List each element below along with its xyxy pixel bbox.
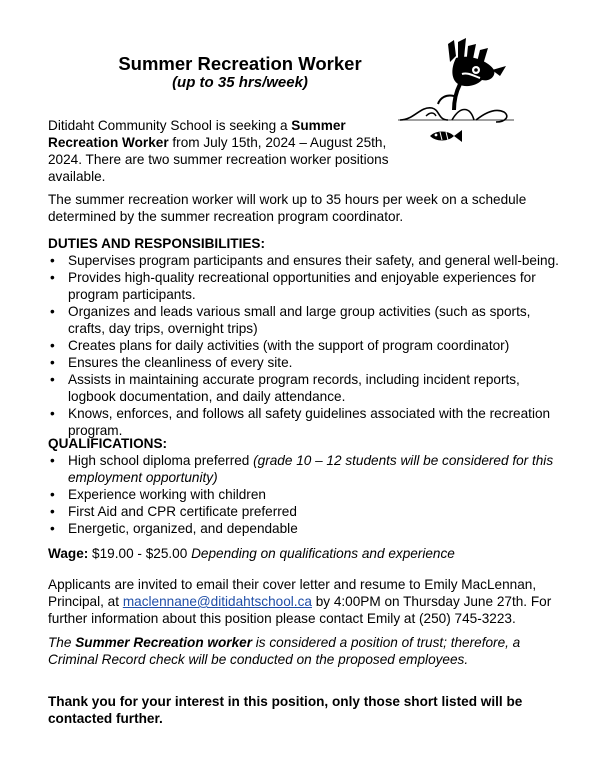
duty-text: Organizes and leads various small and large group activities (such as sports, crafts, day trips, overnight trips) xyxy=(68,304,531,336)
trust-text-before: The xyxy=(48,635,76,650)
intro-role: Summer Recreation Worker xyxy=(48,118,346,150)
wage-range: $19.00 - $25.00 xyxy=(88,546,192,561)
duty-item xyxy=(48,337,568,354)
wage-line xyxy=(48,545,568,562)
duties-heading: DUTIES AND RESPONSIBILITIES: xyxy=(48,236,266,251)
page-title: Summer Recreation Worker xyxy=(118,53,362,74)
email-link[interactable]: maclennane@ditidahtschool.ca xyxy=(122,594,312,609)
bullet-icon: • xyxy=(50,372,55,387)
stylized-bird-and-fish-logo-icon xyxy=(396,36,518,148)
qualification-item xyxy=(48,503,568,520)
bullet-icon: • xyxy=(50,521,55,536)
duty-text: Knows, enforces, and follows all safety guidelines associated with the recreation program. xyxy=(68,406,551,438)
qualifications-heading: QUALIFICATIONS: xyxy=(48,436,168,451)
qualification-text: High school diploma preferred xyxy=(68,453,254,468)
duty-text: Ensures the cleanliness of every site. xyxy=(68,355,293,370)
bullet-icon: • xyxy=(50,338,55,353)
duties-list xyxy=(48,252,568,439)
duty-text: Creates plans for daily activities (with the support of program coordinator) xyxy=(68,338,510,353)
apply-text-after: by 4:00PM on Thursday June 27th. For further information about this position please contact Emily at (250) 745-3223. xyxy=(48,594,552,626)
duty-item xyxy=(48,405,568,439)
duties-section xyxy=(48,235,568,439)
apply-paragraph xyxy=(48,576,568,627)
qualification-text: First Aid and CPR certificate preferred xyxy=(68,504,297,519)
duty-item xyxy=(48,252,568,269)
bullet-icon: • xyxy=(50,504,55,519)
wage-note: Depending on qualifications and experience xyxy=(191,546,455,561)
trust-paragraph xyxy=(48,634,568,668)
bullet-icon: • xyxy=(50,453,55,468)
bullet-icon: • xyxy=(50,406,55,421)
qualification-text: Energetic, organized, and dependable xyxy=(68,521,298,536)
qualification-item xyxy=(48,486,568,503)
bullet-icon: • xyxy=(50,487,55,502)
page-subtitle: (up to 35 hrs/week) xyxy=(172,74,308,91)
qualifications-list xyxy=(48,452,568,537)
bullet-icon: • xyxy=(50,355,55,370)
duty-item xyxy=(48,303,568,337)
qualification-text: Experience working with children xyxy=(68,487,266,502)
duty-text: Assists in maintaining accurate program records, including incident reports, logbook documentation, and daily attendance. xyxy=(68,372,520,404)
qualification-item xyxy=(48,520,568,537)
bullet-icon: • xyxy=(50,304,55,319)
duty-item xyxy=(48,269,568,303)
trust-text-after: is considered a position of trust; therefore, a Criminal Record check will be conducted on the proposed employees. xyxy=(48,635,521,667)
trust-role: Summer Recreation worker xyxy=(75,635,252,650)
bullet-icon: • xyxy=(50,270,55,285)
bullet-icon: • xyxy=(50,253,55,268)
duty-text: Provides high-quality recreational opportunities and enjoyable experiences for program participants. xyxy=(68,270,536,302)
intro-text-before: Ditidaht Community School is seeking a xyxy=(48,118,292,133)
qualifications-section xyxy=(48,435,568,537)
schedule-paragraph: The summer recreation worker will work up to 35 hours per week on a schedule determined by the summer recreation program coordinator. xyxy=(48,192,527,224)
qualification-item xyxy=(48,452,568,486)
duty-item xyxy=(48,371,568,405)
qualification-note: (grade 10 – 12 students will be considered for this employment opportunity) xyxy=(68,453,554,485)
wage-label: Wage: xyxy=(48,546,89,561)
intro-paragraph xyxy=(48,117,393,185)
apply-text-before: Applicants are invited to email their cover letter and resume to Emily MacLennan, Principal, at xyxy=(48,577,537,609)
closing-paragraph: Thank you for your interest in this position, only those short listed will be contacted further. xyxy=(48,694,523,726)
intro-text-after: from July 15th, 2024 – August 25th, 2024. There are two summer recreation worker positions available. xyxy=(48,135,389,184)
duty-item xyxy=(48,354,568,371)
duty-text: Supervises program participants and ensures their safety, and general well-being. xyxy=(68,253,559,268)
